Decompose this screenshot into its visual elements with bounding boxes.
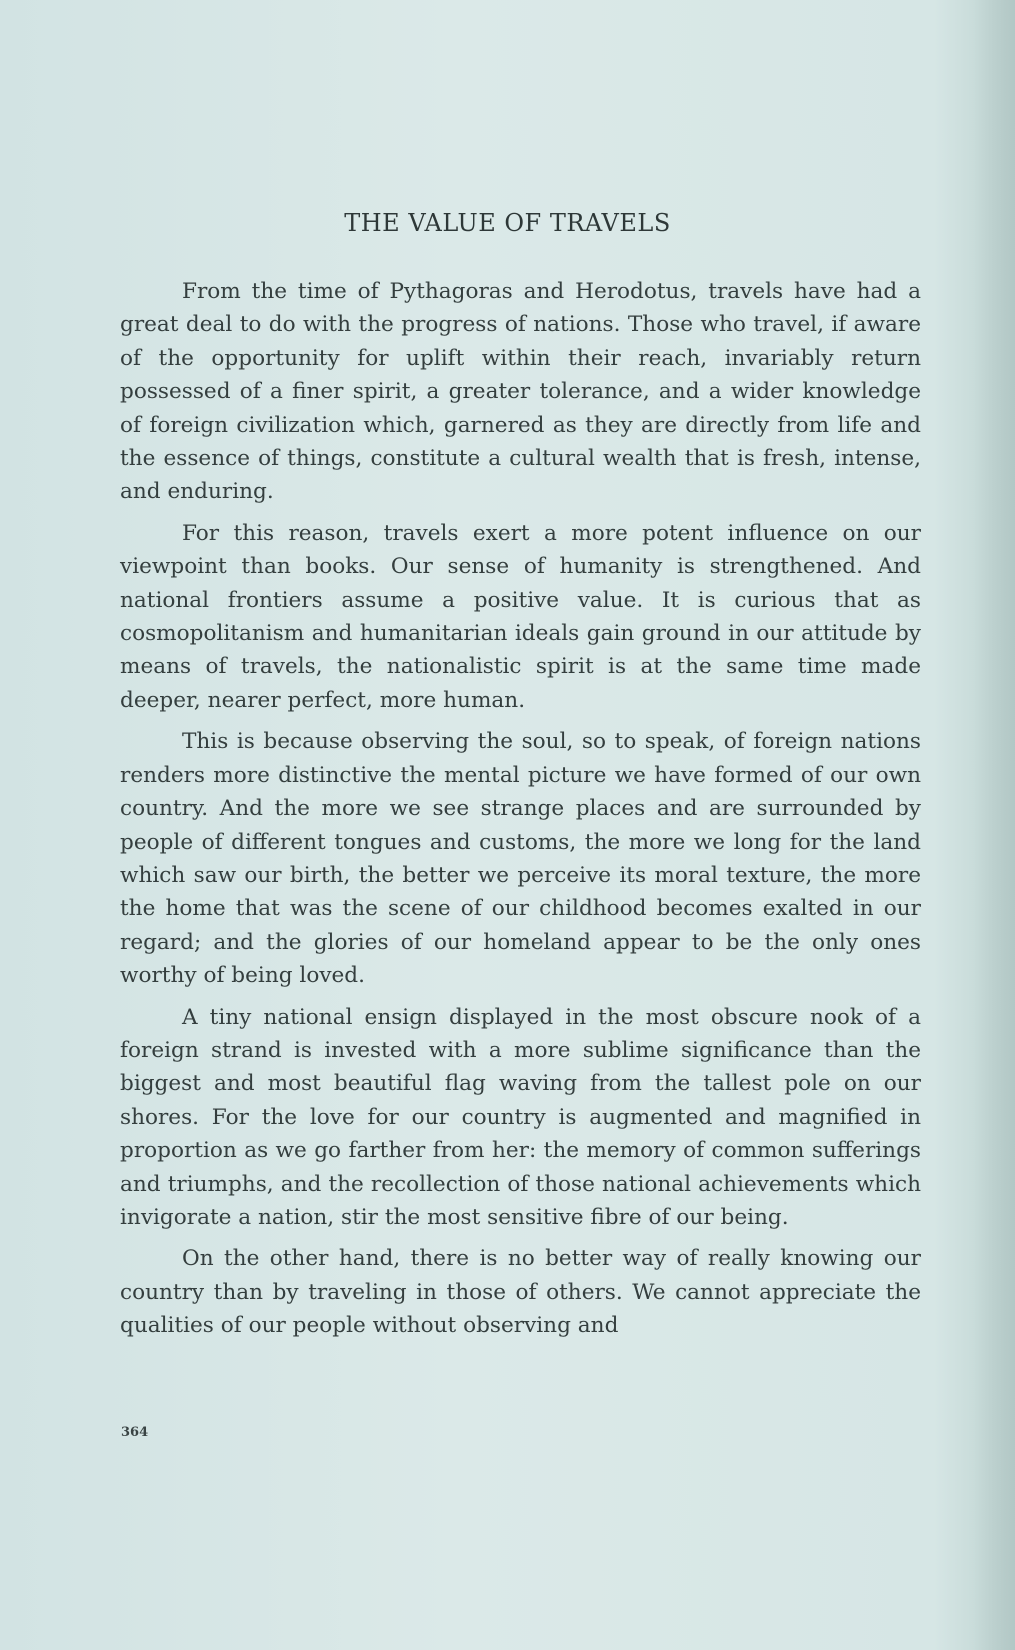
paragraph: A tiny national ensign displayed in the most obscure nook of a foreign strand is invested with a more sublime significance than the biggest and most beautiful flag waving from the tallest pole on our shores. For the love for our country is augmented and magnified in proportion as we go farther from her: the memory of common sufferings and triumphs, and the recollection of those national achievements which invigorate a nation, stir the most sensitive fibre of our being. <box>120 1004 921 1230</box>
paragraph: From the time of Pythagoras and Herodotus, travels have had a great deal to do with the progress of nations. Those who travel, if aware of the opportunity for uplift within their reach, invariably return possessed of a finer spirit, a greater tolerance, and a wider knowledge of foreign civilization which, garnered as they are directly from life and the essence of things, constitute a cultural wealth that is fresh, intense, and enduring. <box>120 279 921 505</box>
body-text <box>120 275 921 1351</box>
page-number: 364 <box>121 1425 149 1440</box>
paragraph: For this reason, travels exert a more potent influence on our viewpoint than books. Our sense of humanity is strengthened. And national frontiers assume a positive value. It is curious that as cosmopolitanism and humanitarian ideals gain ground in our attitude by means of travels, the nationalistic spirit is at the same time made deeper, nearer perfect, more human. <box>120 520 921 713</box>
paragraph: This is because observing the soul, so to speak, of foreign nations renders more distinctive the mental picture we have formed of our own country. And the more we see strange places and are surrounded by people of different tongues and customs, the more we long for the land which saw our birth, the better we perceive its moral texture, the more the home that was the scene of our childhood becomes exalted in our regard; and the glories of our homeland appear to be the only ones worthy of being loved. <box>120 729 921 989</box>
paragraph: On the other hand, there is no better way of really knowing our country than by traveling in those of others. We cannot appreciate the qualities of our people without observing and <box>120 1246 921 1339</box>
chapter-title: THE VALUE OF TRAVELS <box>344 209 671 237</box>
page-edge-shadow <box>973 0 1015 1650</box>
